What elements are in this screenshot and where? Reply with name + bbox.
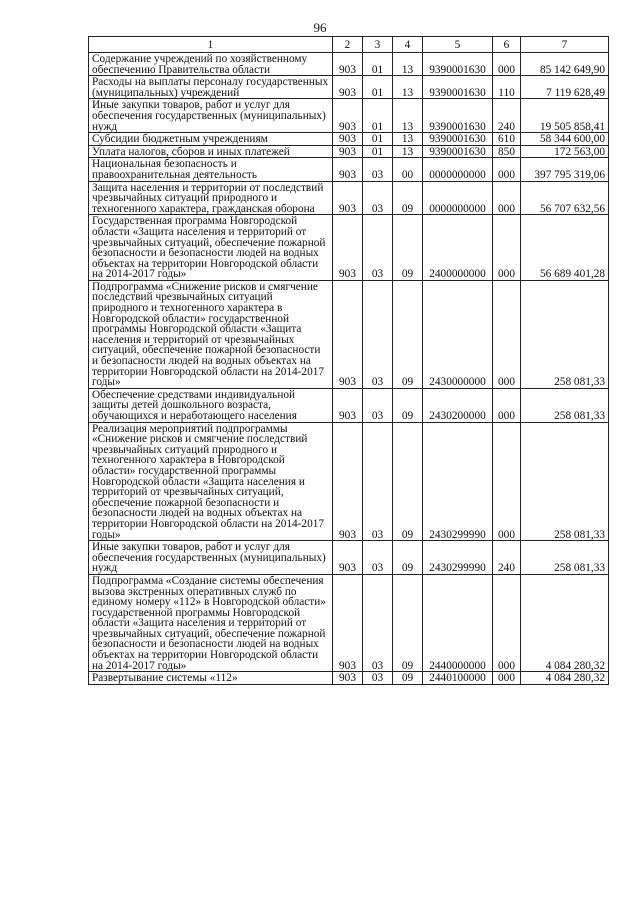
row-code-admin: 903	[333, 99, 363, 133]
row-code-subsection: 09	[393, 422, 423, 541]
row-code-section: 03	[363, 181, 393, 215]
row-code-target: 2430299990	[423, 541, 493, 575]
row-name: Подпрограмма «Создание системы обеспечения вызова экстренных оперативных служб по единому номеру «112» в Новгородской области» государственной программы Новгородской области «Защита населения и территорий от чрезвычайных ситуаций, обеспечение пожарной безопасности и безопасности людей на водных объектах на территории Новгородской области на 2014-2017 годы»	[89, 574, 333, 671]
table-row	[89, 145, 609, 158]
header-row	[89, 37, 609, 53]
row-code-target: 9390001630	[423, 145, 493, 158]
table-row	[89, 99, 609, 133]
row-code-subsection: 09	[393, 280, 423, 388]
table-row	[89, 158, 609, 181]
row-code-admin: 903	[333, 215, 363, 281]
row-amount: 397 795 319,06	[521, 158, 609, 181]
row-code-admin: 903	[333, 672, 363, 685]
row-name: Государственная программа Новгородской области «Защита населения и территорий от чрезвычайных ситуаций, обеспечение пожарной безопасности и безопасности людей на водных объектах на территории Новгородской области на 2014-2017 годы»	[89, 215, 333, 281]
row-amount: 7 119 628,49	[521, 76, 609, 99]
row-code-section: 01	[363, 76, 393, 99]
row-code-admin: 903	[333, 145, 363, 158]
row-amount: 258 081,33	[521, 280, 609, 388]
row-code-subsection: 09	[393, 672, 423, 685]
row-code-target: 9390001630	[423, 133, 493, 146]
table-row	[89, 215, 609, 281]
row-code-section: 01	[363, 53, 393, 76]
row-code-expense-type: 610	[493, 133, 521, 146]
row-code-subsection: 09	[393, 388, 423, 422]
budget-table-container	[88, 36, 609, 685]
row-amount: 258 081,33	[521, 541, 609, 575]
row-code-admin: 903	[333, 158, 363, 181]
row-name: Развертывание системы «112»	[89, 672, 333, 685]
page-number: 96	[313, 20, 327, 35]
row-code-target: 2400000000	[423, 215, 493, 281]
budget-table	[88, 36, 609, 685]
row-code-target: 2430200000	[423, 388, 493, 422]
row-code-section: 03	[363, 574, 393, 671]
row-code-expense-type: 000	[493, 672, 521, 685]
row-code-section: 03	[363, 215, 393, 281]
row-code-target: 2430299990	[423, 422, 493, 541]
row-code-admin: 903	[333, 388, 363, 422]
row-amount: 85 142 649,90	[521, 53, 609, 76]
row-code-subsection: 09	[393, 215, 423, 281]
header-cell-6: 6	[493, 37, 521, 53]
row-code-target: 9390001630	[423, 53, 493, 76]
table-row	[89, 672, 609, 685]
row-code-expense-type: 240	[493, 541, 521, 575]
table-row	[89, 53, 609, 76]
row-amount: 258 081,33	[521, 388, 609, 422]
row-code-admin: 903	[333, 541, 363, 575]
row-code-expense-type: 000	[493, 158, 521, 181]
row-code-expense-type: 000	[493, 53, 521, 76]
row-code-target: 2440100000	[423, 672, 493, 685]
row-code-admin: 903	[333, 133, 363, 146]
row-code-section: 03	[363, 388, 393, 422]
row-code-subsection: 13	[393, 99, 423, 133]
row-code-subsection: 09	[393, 181, 423, 215]
row-code-subsection: 13	[393, 133, 423, 146]
row-code-admin: 903	[333, 53, 363, 76]
row-code-expense-type: 850	[493, 145, 521, 158]
row-code-expense-type: 000	[493, 574, 521, 671]
row-code-subsection: 13	[393, 145, 423, 158]
header-cell-4: 4	[393, 37, 423, 53]
row-amount: 56 689 401,28	[521, 215, 609, 281]
row-code-target: 9390001630	[423, 99, 493, 133]
row-code-admin: 903	[333, 422, 363, 541]
row-code-target: 0000000000	[423, 181, 493, 215]
row-name: Реализация мероприятий подпрограммы «Снижение рисков и смягчение последствий чрезвычайных ситуаций природного и техногенного характера в Новгородской области» государственной программы Новгородской области «Защита населения и территорий от чрезвычайных ситуаций, обеспечение пожарной безопасности и безопасности людей на водных объектах на территории Новгородской области на 2014-2017 годы»	[89, 422, 333, 541]
row-name: Расходы на выплаты персоналу государственных (муниципальных) учреждений	[89, 76, 333, 99]
row-code-admin: 903	[333, 280, 363, 388]
table-row	[89, 76, 609, 99]
row-name: Иные закупки товаров, работ и услуг для обеспечения государственных (муниципальных) нужд	[89, 541, 333, 575]
row-code-admin: 903	[333, 181, 363, 215]
row-amount: 4 084 280,32	[521, 574, 609, 671]
row-code-subsection: 09	[393, 574, 423, 671]
row-name: Обеспечение средствами индивидуальной защиты детей дошкольного возраста, обучающихся и неработающего населения	[89, 388, 333, 422]
row-name: Содержание учреждений по хозяйственному обеспечению Правительства области	[89, 53, 333, 76]
row-amount: 258 081,33	[521, 422, 609, 541]
row-code-section: 01	[363, 133, 393, 146]
table-row	[89, 181, 609, 215]
table-row	[89, 388, 609, 422]
row-code-section: 03	[363, 158, 393, 181]
row-name: Национальная безопасность и правоохранительная деятельность	[89, 158, 333, 181]
table-row	[89, 422, 609, 541]
row-name: Субсидии бюджетным учреждениям	[89, 133, 333, 146]
row-name: Иные закупки товаров, работ и услуг для обеспечения государственных (муниципальных) нужд	[89, 99, 333, 133]
row-code-expense-type: 000	[493, 280, 521, 388]
table-row	[89, 541, 609, 575]
table-row	[89, 133, 609, 146]
row-code-section: 03	[363, 422, 393, 541]
row-code-target: 0000000000	[423, 158, 493, 181]
row-code-expense-type: 000	[493, 181, 521, 215]
table-row	[89, 280, 609, 388]
header-cell-1: 1	[89, 37, 333, 53]
header-cell-7: 7	[521, 37, 609, 53]
row-code-expense-type: 000	[493, 388, 521, 422]
row-amount: 172 563,00	[521, 145, 609, 158]
row-amount: 19 505 858,41	[521, 99, 609, 133]
header-cell-3: 3	[363, 37, 393, 53]
row-code-expense-type: 000	[493, 215, 521, 281]
header-cell-2: 2	[333, 37, 363, 53]
row-code-section: 01	[363, 145, 393, 158]
row-code-admin: 903	[333, 76, 363, 99]
row-code-target: 2440000000	[423, 574, 493, 671]
row-code-subsection: 00	[393, 158, 423, 181]
row-code-target: 9390001630	[423, 76, 493, 99]
row-name: Защита населения и территории от последствий чрезвычайных ситуаций природного и техногенного характера, гражданская оборона	[89, 181, 333, 215]
row-amount: 4 084 280,32	[521, 672, 609, 685]
row-code-admin: 903	[333, 574, 363, 671]
row-name: Подпрограмма «Снижение рисков и смягчение последствий чрезвычайных ситуаций природного и техногенного характера в Новгородской области» государственной программы Новгородской области «Защита населения и территорий от чрезвычайных ситуаций, обеспечение пожарной безопасности и безопасности людей на водных объектах на территории Новгородской области на 2014-2017 годы»	[89, 280, 333, 388]
row-code-expense-type: 110	[493, 76, 521, 99]
row-amount: 58 344 600,00	[521, 133, 609, 146]
row-code-subsection: 13	[393, 76, 423, 99]
row-code-expense-type: 000	[493, 422, 521, 541]
row-code-subsection: 09	[393, 541, 423, 575]
row-name: Уплата налогов, сборов и иных платежей	[89, 145, 333, 158]
header-cell-5: 5	[423, 37, 493, 53]
row-code-expense-type: 240	[493, 99, 521, 133]
row-amount: 56 707 632,56	[521, 181, 609, 215]
row-code-section: 01	[363, 99, 393, 133]
row-code-subsection: 13	[393, 53, 423, 76]
row-code-target: 2430000000	[423, 280, 493, 388]
row-code-section: 03	[363, 541, 393, 575]
table-row	[89, 574, 609, 671]
row-code-section: 03	[363, 672, 393, 685]
row-code-section: 03	[363, 280, 393, 388]
